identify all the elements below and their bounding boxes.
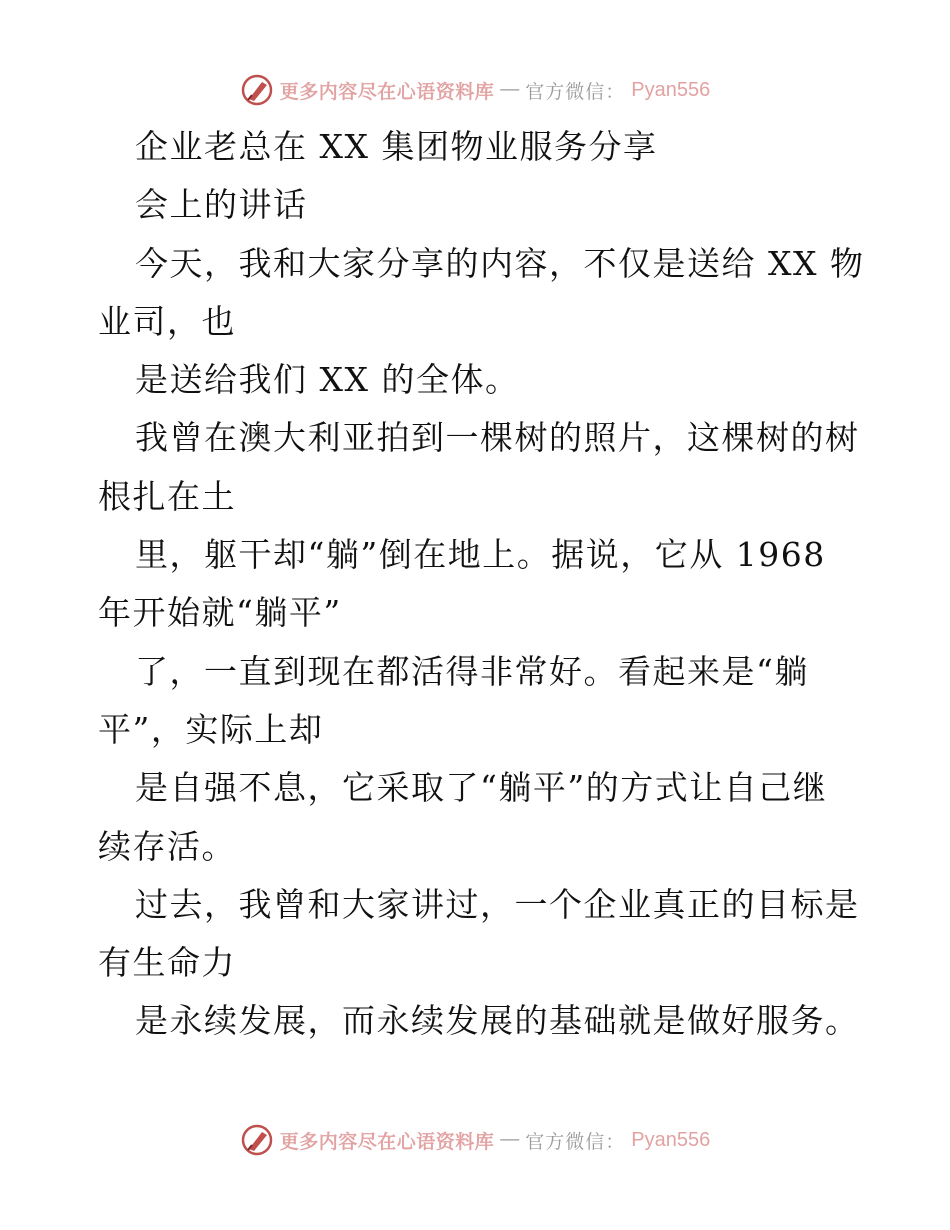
document-line: 我曾在澳大利亚拍到一棵树的照片，这棵树的树 xyxy=(135,418,860,458)
document-line: 会上的讲话 xyxy=(135,185,308,225)
document-line: 企业老总在 XX 集团物业服务分享 xyxy=(135,127,658,166)
watermark-official-label: 官方微信： xyxy=(525,80,626,103)
watermark-text: 更多内容尽在心语资料库 xyxy=(279,1130,495,1153)
document-line: 年开始就“躺平” xyxy=(98,593,342,633)
watermark-wechat-id: Pyan556 xyxy=(631,78,711,101)
document-line: 里，躯干却“躺”倒在地上。据说，它从 1968 xyxy=(135,535,826,575)
header-watermark xyxy=(0,70,950,110)
document-line: 有生命力 xyxy=(98,943,236,983)
watermark-separator: — xyxy=(500,1129,520,1150)
document-line: 是永续发展，而永续发展的基础就是做好服务。 xyxy=(135,1001,860,1041)
document-line: 是送给我们 XX 的全体。 xyxy=(135,360,520,400)
watermark-wechat-id: Pyan556 xyxy=(631,1128,711,1151)
footer-watermark xyxy=(0,1120,950,1160)
document-body xyxy=(98,118,865,1051)
quill-pen-logo-icon xyxy=(240,73,274,107)
document-line: 是自强不息，它采取了“躺平”的方式让自己继 xyxy=(135,768,828,808)
document-line: 业司，也 xyxy=(98,301,236,341)
document-line: 根扎在土 xyxy=(98,476,236,516)
watermark-text: 更多内容尽在心语资料库 xyxy=(279,80,495,103)
document-line: 了，一直到现在都活得非常好。看起来是“躺 xyxy=(135,651,809,691)
quill-pen-logo-icon xyxy=(240,1123,274,1157)
watermark-separator: — xyxy=(500,79,520,100)
document-line: 平”，实际上却 xyxy=(98,709,324,749)
document-line: 今天，我和大家分享的内容，不仅是送给 XX 物 xyxy=(135,243,865,283)
watermark-official-label: 官方微信： xyxy=(525,1130,626,1153)
document-line: 过去，我曾和大家讲过，一个企业真正的目标是 xyxy=(135,884,860,924)
document-line: 续存活。 xyxy=(98,826,236,866)
